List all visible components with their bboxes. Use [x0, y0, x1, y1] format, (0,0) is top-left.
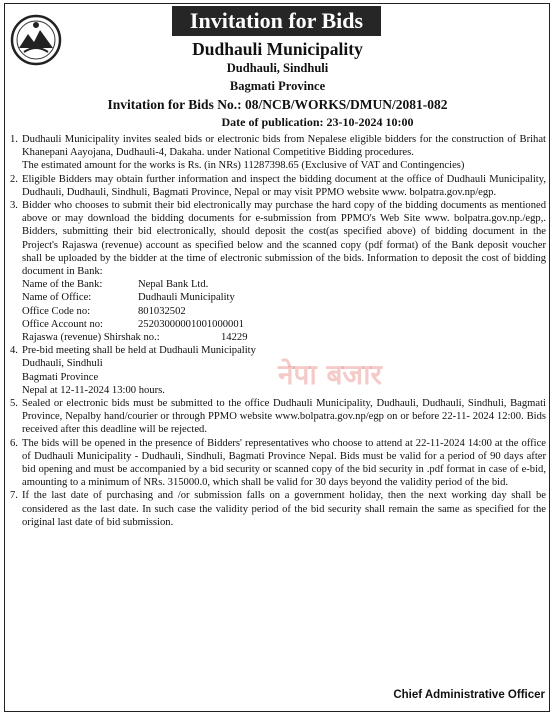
item-text: Eligible Bidders may obtain further information and inspect the bidding document at the office of Dudhauli Municipality, Dudhauli, Dudhauli, Sindhuli, Bagmati Province, Nepal or may visit PPMO website www. bolpatra.gov.np/egp. — [22, 173, 546, 198]
province-name: Bagmati Province — [229, 79, 326, 93]
item-text: Dudhauli Municipality invites sealed bids or electronic bids from Nepalese eligible bidders for the construction of Brihat Khanepani Aayojana, Dudhauli-4, Dakaha. under National Competitive Bidding procedures. — [22, 134, 546, 159]
notice-number: Invitation for Bids No.: 08/NCB/WORKS/DMUN/2081-082 — [107, 97, 448, 112]
prebid-address-line: Dudhauli, Sindhuli — [22, 358, 103, 370]
item-text: Sealed or electronic bids must be submitted to the office Dudhauli Municipality, Dudhauli, Dudhauli, Sindhuli, Bagmati Province, Nepalby hand/courier or through PPMO website www.bolpatra.gov.np/egp on or before 22-11- 2024 12:00. Bids received after this deadline will be rejected. — [22, 398, 546, 436]
prebid-province-line: Bagmati Province — [22, 371, 99, 383]
rajaswa-label: Rajaswa (revenue) Shirshak no.: — [22, 332, 160, 344]
list-item: 6. The bids will be opened in the presence of Bidders' representatives who choose to attend at 22-11-2024 14:00 at the office of Dudhauli Municipality - Dudhauli, Sindhuli, Bagmati Province Nepal. Bids must be valid for a period of 90 days after bid opening and must be accompanied by a bid security or scanned copy of the bid security in .pdf format in case of e-bid, amounting to a minimum of NRs. 315000.0, which shall be valid for 30 days beyond the validity period of the bid. — [10, 437, 546, 489]
office-name-value: Dudhauli Municipality — [138, 292, 235, 304]
banner-title: Invitation for Bids — [172, 6, 381, 36]
account-no-label: Office Account no: — [22, 318, 103, 330]
item-text: Bidder who chooses to submit their bid electronically may purchase the hard copy of the bidding documents as mentioned above or may download the bidding documents for e-submission from PPMO's Web Site www. bolpatra.gov.np./egp,. Bidders, submitting their bid electronically, should deposit the cost(as specified above) of bidding document in the Project's Rajaswa (revenue) account as specified below and the scanned copy (pdf format) of the Bank deposit voucher shall be uploaded by the bidder at the time of electronic submission of the bids. Information to deposit the cost of bidding document in Bank: — [22, 200, 546, 278]
signature-title: Chief Administrative Officer — [393, 689, 545, 701]
bank-details — [22, 278, 546, 331]
list-item: 7. If the last date of purchasing and /or submission falls on a government holiday, then the next working day shall be considered as the last date. In such case the validity period of the bid security shall remain the same as specified for the original last date of bid submission. — [10, 490, 546, 528]
notice-body — [10, 133, 546, 529]
watermark: नेपा बजार — [278, 358, 382, 391]
office-code-label: Office Code no: — [22, 305, 91, 317]
municipality-address: Dudhauli, Sindhuli — [226, 61, 329, 75]
list-item: 4. Pre-bid meeting shall be held at Dudhauli Municipality Dudhauli, Sindhuli Bagmati Province Nepal at 12-11-2024 13:00 hours. — [10, 344, 546, 397]
rajaswa-line — [22, 331, 546, 344]
item-text: Pre-bid meeting shall be held at Dudhauli Municipality — [22, 345, 256, 357]
item-text: If the last date of purchasing and /or submission falls on a government holiday, then the next working day shall be considered as the last date. In such case the validity period of the bid security shall remain the same as specified for the original last date of bid submission. — [22, 490, 546, 528]
list-item: 5. Sealed or electronic bids must be submitted to the office Dudhauli Municipality, Dudhauli, Dudhauli, Sindhuli, Bagmati Province, Nepalby hand/courier or through PPMO website www.bolpatra.gov.np/egp on or before 22-11- 2024 12:00. Bids received after this deadline will be rejected. — [10, 398, 546, 436]
list-item: 2. Eligible Bidders may obtain further information and inspect the bidding document at the office of Dudhauli Municipality, Dudhauli, Dudhauli, Sindhuli, Bagmati Province, Nepal or may visit PPMO website www. bolpatra.gov.np/egp. — [10, 173, 546, 198]
item-text: The bids will be opened in the presence of Bidders' representatives who choose to attend at 22-11-2024 14:00 at the office of Dudhauli Municipality - Dudhauli, Sindhuli, Bagmati Province Nepal. Bids must be valid for a period of 90 days after bid opening and must be accompanied by a bid security or scanned copy of the bid security in .pdf format in case of e-bid, amounting to a minimum of NRs. 315000.0, which shall be valid for 30 days beyond the validity period of the bid. — [22, 437, 546, 489]
account-no-value: 25203000001001000001 — [138, 318, 244, 330]
office-name-label: Name of Office: — [22, 292, 92, 304]
estimated-amount: The estimated amount for the works is Rs. (in NRs) 11287398.65 (Exclusive of VAT and Contingencies) — [22, 160, 465, 172]
list-item: 1. Dudhauli Municipality invites sealed bids or electronic bids from Nepalese eligible bidders for the construction of Brihat Khanepani Aayojana, Dudhauli-4, Dakaha. under National Competitive Bidding procedures. The estimated amount for the works is Rs. (in NRs) 11287398.65 (Exclusive of VAT and Contingencies) — [10, 134, 546, 172]
bank-name-value: Nepal Bank Ltd. — [138, 279, 209, 291]
municipality-name: Dudhauli Municipality — [192, 39, 363, 59]
list-item: 3. Bidder who chooses to submit their bid electronically may purchase the hard copy of the bidding documents as mentioned above or may download the bidding documents for e-submission from PPMO's Web Site www. bolpatra.gov.np./egp,. Bidders, submitting their bid electronically, should deposit the cost(as specified above) of bidding document in the Project's Rajaswa (revenue) account as specified below and the scanned copy (pdf format) of the Bank deposit voucher shall be uploaded by the bidder at the time of electronic submission of the bids. Information to deposit the cost of bidding document in Bank: Name of the Bank: Nepal Bank Ltd. Name of Office: Dudhauli Municipality Office Code no: 801032502 Office Account no: 25203000001001000001 Rajaswa (revenue) Shirshak no.: 14229 — [10, 200, 546, 344]
bank-name-label: Name of the Bank: — [22, 279, 103, 291]
publication-date: Date of publication: 23-10-2024 10:00 — [221, 115, 414, 129]
rajaswa-value: 14229 — [221, 332, 248, 344]
prebid-time-line: Nepal at 12-11-2024 13:00 hours. — [22, 384, 165, 396]
office-code-value: 801032502 — [138, 305, 186, 317]
